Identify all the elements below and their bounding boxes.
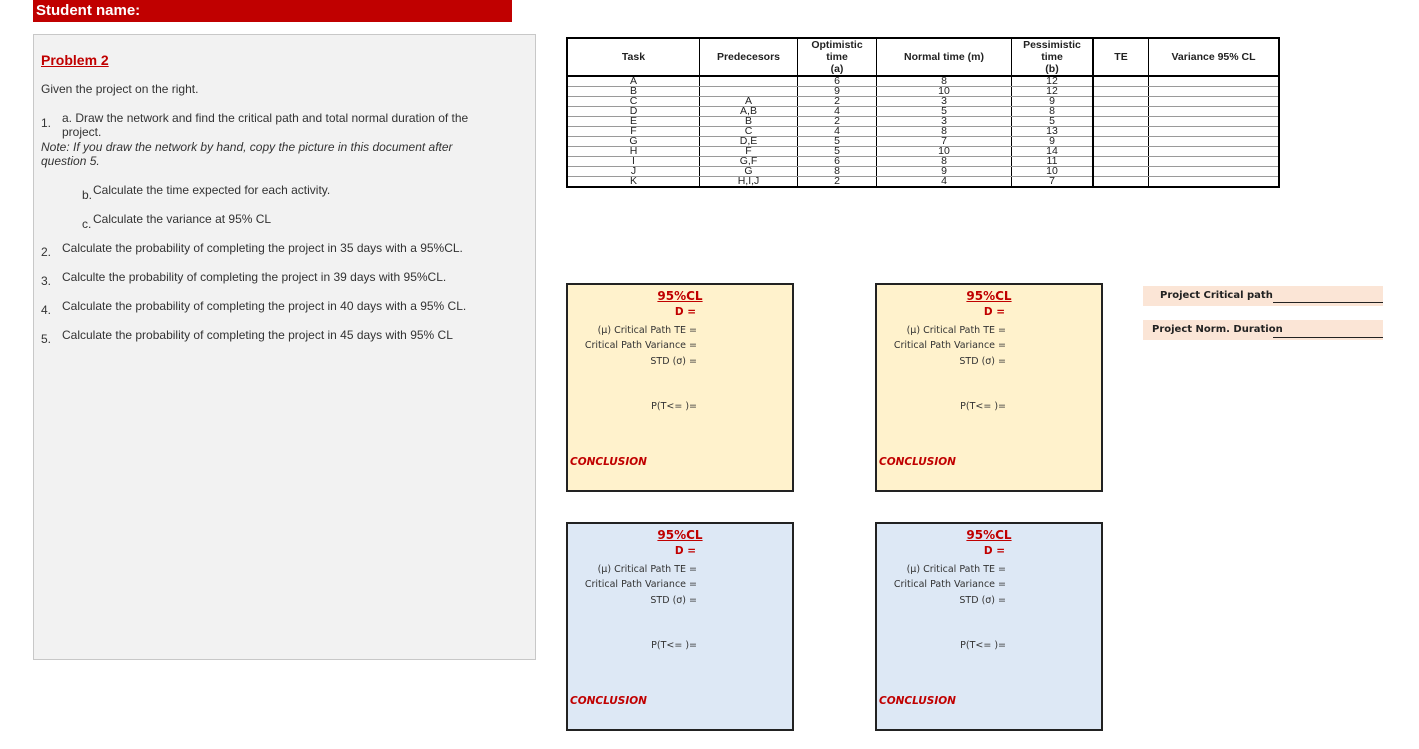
activity-table (566, 37, 1280, 188)
te-cell[interactable] (1093, 167, 1149, 177)
mean-line[interactable]: (μ) Critical Path TE = (597, 325, 697, 336)
cl-box-title (877, 528, 1101, 542)
cl-box-3 (566, 522, 794, 731)
cl-box-title (568, 528, 792, 542)
pessimistic-cell: 8 (1012, 107, 1094, 117)
variance-cell[interactable] (1149, 97, 1280, 107)
pessimistic-cell: 11 (1012, 157, 1094, 167)
te-cell[interactable] (1093, 117, 1149, 127)
question-4-number: 4. (41, 303, 52, 317)
table-row (567, 76, 1279, 87)
cl-box-title (877, 289, 1101, 303)
variance-cell[interactable] (1149, 117, 1280, 127)
problem-panel (33, 34, 536, 660)
d-line[interactable]: D = (674, 306, 696, 318)
predecessors-cell: B (700, 117, 798, 127)
conclusion-label[interactable]: CONCLUSION (879, 456, 956, 468)
pessimistic-cell: 5 (1012, 117, 1094, 127)
variance-cell[interactable] (1149, 167, 1280, 177)
probability-line[interactable]: P(T<= )= (651, 640, 697, 651)
std-line[interactable]: STD (σ) = (650, 356, 697, 367)
table-row (567, 127, 1279, 137)
mean-line[interactable]: (μ) Critical Path TE = (597, 564, 697, 575)
variance-line[interactable]: Critical Path Variance = (584, 579, 697, 590)
critical-path-answer-line[interactable] (1273, 302, 1383, 303)
te-cell[interactable] (1093, 97, 1149, 107)
std-line[interactable]: STD (σ) = (959, 356, 1006, 367)
te-cell[interactable] (1093, 147, 1149, 157)
predecessors-cell: A,B (700, 107, 798, 117)
te-cell[interactable] (1093, 107, 1149, 117)
table-row (567, 137, 1279, 147)
mean-line[interactable]: (μ) Critical Path TE = (906, 325, 1006, 336)
note-line2: question 5. (41, 154, 100, 168)
te-cell[interactable] (1093, 157, 1149, 167)
header-optimistic-line2: (a) (830, 63, 844, 75)
predecessors-cell: H,I,J (700, 177, 798, 188)
question-5-number: 5. (41, 332, 52, 346)
probability-line[interactable]: P(T<= )= (651, 401, 697, 412)
header-normal: Normal time (m) (877, 38, 1012, 76)
task-cell: H (567, 147, 700, 157)
pessimistic-cell: 12 (1012, 76, 1094, 87)
variance-line[interactable]: Critical Path Variance = (584, 340, 697, 351)
table-row (567, 177, 1279, 188)
problem-title: Problem 2 (41, 52, 109, 68)
optimistic-cell: 6 (798, 157, 877, 167)
optimistic-cell: 4 (798, 127, 877, 137)
variance-line[interactable]: Critical Path Variance = (893, 579, 1006, 590)
question-4-text: Calculate the probability of completing the project in 40 days with a 95% CL. (62, 299, 467, 313)
question-3-text: Calculte the probability of completing the project in 39 days with 95%CL. (62, 270, 447, 284)
te-cell[interactable] (1093, 87, 1149, 97)
header-predecessors: Predecesors (700, 38, 798, 76)
header-optimistic-line1: Optimistic time (811, 39, 863, 63)
probability-line[interactable]: P(T<= )= (960, 640, 1006, 651)
table-body (567, 76, 1279, 187)
normal-cell: 3 (877, 117, 1012, 127)
cl-box-title-text: 95%CL (657, 289, 703, 303)
pessimistic-cell: 9 (1012, 97, 1094, 107)
task-cell: J (567, 167, 700, 177)
d-line[interactable]: D = (674, 545, 696, 557)
variance-cell[interactable] (1149, 107, 1280, 117)
optimistic-cell: 4 (798, 107, 877, 117)
norm-duration-label: Project Norm. Duration (1143, 320, 1383, 340)
predecessors-cell: D,E (700, 137, 798, 147)
cl-box-4 (875, 522, 1103, 731)
probability-line[interactable]: P(T<= )= (960, 401, 1006, 412)
task-cell: I (567, 157, 700, 167)
predecessors-cell: C (700, 127, 798, 137)
table-row (567, 117, 1279, 127)
predecessors-cell: G (700, 167, 798, 177)
d-line[interactable]: D = (983, 545, 1005, 557)
pessimistic-cell: 7 (1012, 177, 1094, 188)
note-line1: Note: If you draw the network by hand, copy the picture in this document after (41, 140, 453, 154)
cl-box-2 (875, 283, 1103, 492)
question-1c-letter: c. (82, 217, 92, 231)
optimistic-cell: 5 (798, 137, 877, 147)
table-row (567, 147, 1279, 157)
predecessors-cell: F (700, 147, 798, 157)
te-cell[interactable] (1093, 127, 1149, 137)
header-pessimistic-line2: (b) (1045, 63, 1059, 75)
task-cell: K (567, 177, 700, 188)
variance-cell[interactable] (1149, 137, 1280, 147)
optimistic-cell: 2 (798, 97, 877, 107)
te-cell[interactable] (1093, 137, 1149, 147)
question-2-text: Calculate the probability of completing the project in 35 days with a 95%CL. (62, 241, 463, 255)
d-line[interactable]: D = (983, 306, 1005, 318)
optimistic-cell: 8 (798, 167, 877, 177)
optimistic-cell: 9 (798, 87, 877, 97)
question-1-number: 1. (41, 116, 52, 130)
variance-cell[interactable] (1149, 177, 1280, 188)
normal-cell: 8 (877, 127, 1012, 137)
variance-cell[interactable] (1149, 127, 1280, 137)
student-name-label[interactable]: Student name: (33, 0, 512, 22)
normal-cell: 8 (877, 76, 1012, 87)
pessimistic-cell: 14 (1012, 147, 1094, 157)
question-3-number: 3. (41, 274, 52, 288)
normal-cell: 10 (877, 87, 1012, 97)
question-1b-text: Calculate the time expected for each activity. (93, 183, 331, 197)
header-task: Task (567, 38, 700, 76)
header-optimistic (798, 38, 877, 76)
table-row (567, 107, 1279, 117)
variance-cell[interactable] (1149, 147, 1280, 157)
normal-cell: 5 (877, 107, 1012, 117)
task-cell: C (567, 97, 700, 107)
predecessors-cell (700, 76, 798, 87)
question-5-text: Calculate the probability of completing the project in 45 days with 95% CL (62, 328, 453, 342)
table-row (567, 167, 1279, 177)
cl-box-title (568, 289, 792, 303)
question-1a-line1: a. Draw the network and find the critical path and total normal duration of the (62, 111, 469, 125)
task-cell: E (567, 117, 700, 127)
pessimistic-cell: 9 (1012, 137, 1094, 147)
critical-path-label: Project Critical path (1143, 286, 1383, 306)
normal-cell: 8 (877, 157, 1012, 167)
question-1c-text: Calculate the variance at 95% CL (93, 212, 272, 226)
std-line[interactable]: STD (σ) = (959, 595, 1006, 606)
normal-cell: 7 (877, 137, 1012, 147)
pessimistic-cell: 12 (1012, 87, 1094, 97)
mean-line[interactable]: (μ) Critical Path TE = (906, 564, 1006, 575)
question-1a-line2: project. (62, 125, 102, 139)
optimistic-cell: 2 (798, 117, 877, 127)
te-cell[interactable] (1093, 177, 1149, 188)
cl-box-title-text: 95%CL (966, 289, 1012, 303)
norm-duration-answer-line[interactable] (1273, 337, 1383, 338)
table-row (567, 157, 1279, 167)
header-pessimistic (1012, 38, 1094, 76)
variance-cell[interactable] (1149, 76, 1280, 87)
optimistic-cell: 5 (798, 147, 877, 157)
task-cell: B (567, 87, 700, 97)
header-pessimistic-line1: Pessimistic time (1023, 39, 1081, 63)
task-cell: G (567, 137, 700, 147)
header-variance: Variance 95% CL (1149, 38, 1280, 76)
cl-box-1 (566, 283, 794, 492)
variance-line[interactable]: Critical Path Variance = (893, 340, 1006, 351)
table-row (567, 87, 1279, 97)
pessimistic-cell: 13 (1012, 127, 1094, 137)
normal-cell: 10 (877, 147, 1012, 157)
task-cell: F (567, 127, 700, 137)
normal-cell: 3 (877, 97, 1012, 107)
conclusion-label[interactable]: CONCLUSION (570, 695, 647, 707)
question-2-number: 2. (41, 245, 52, 259)
normal-cell: 9 (877, 167, 1012, 177)
cl-box-title-text: 95%CL (657, 528, 703, 542)
normal-cell: 4 (877, 177, 1012, 188)
question-1b-letter: b. (82, 188, 93, 202)
cl-box-title-text: 95%CL (966, 528, 1012, 542)
conclusion-label[interactable]: CONCLUSION (570, 456, 647, 468)
pessimistic-cell: 10 (1012, 167, 1094, 177)
table-row (567, 97, 1279, 107)
problem-intro: Given the project on the right. (41, 82, 199, 96)
variance-cell[interactable] (1149, 157, 1280, 167)
optimistic-cell: 6 (798, 76, 877, 87)
predecessors-cell: G,F (700, 157, 798, 167)
variance-cell[interactable] (1149, 87, 1280, 97)
optimistic-cell: 2 (798, 177, 877, 188)
predecessors-cell: A (700, 97, 798, 107)
header-te: TE (1093, 38, 1149, 76)
std-line[interactable]: STD (σ) = (650, 595, 697, 606)
te-cell[interactable] (1093, 76, 1149, 87)
conclusion-label[interactable]: CONCLUSION (879, 695, 956, 707)
task-cell: A (567, 76, 700, 87)
task-cell: D (567, 107, 700, 117)
